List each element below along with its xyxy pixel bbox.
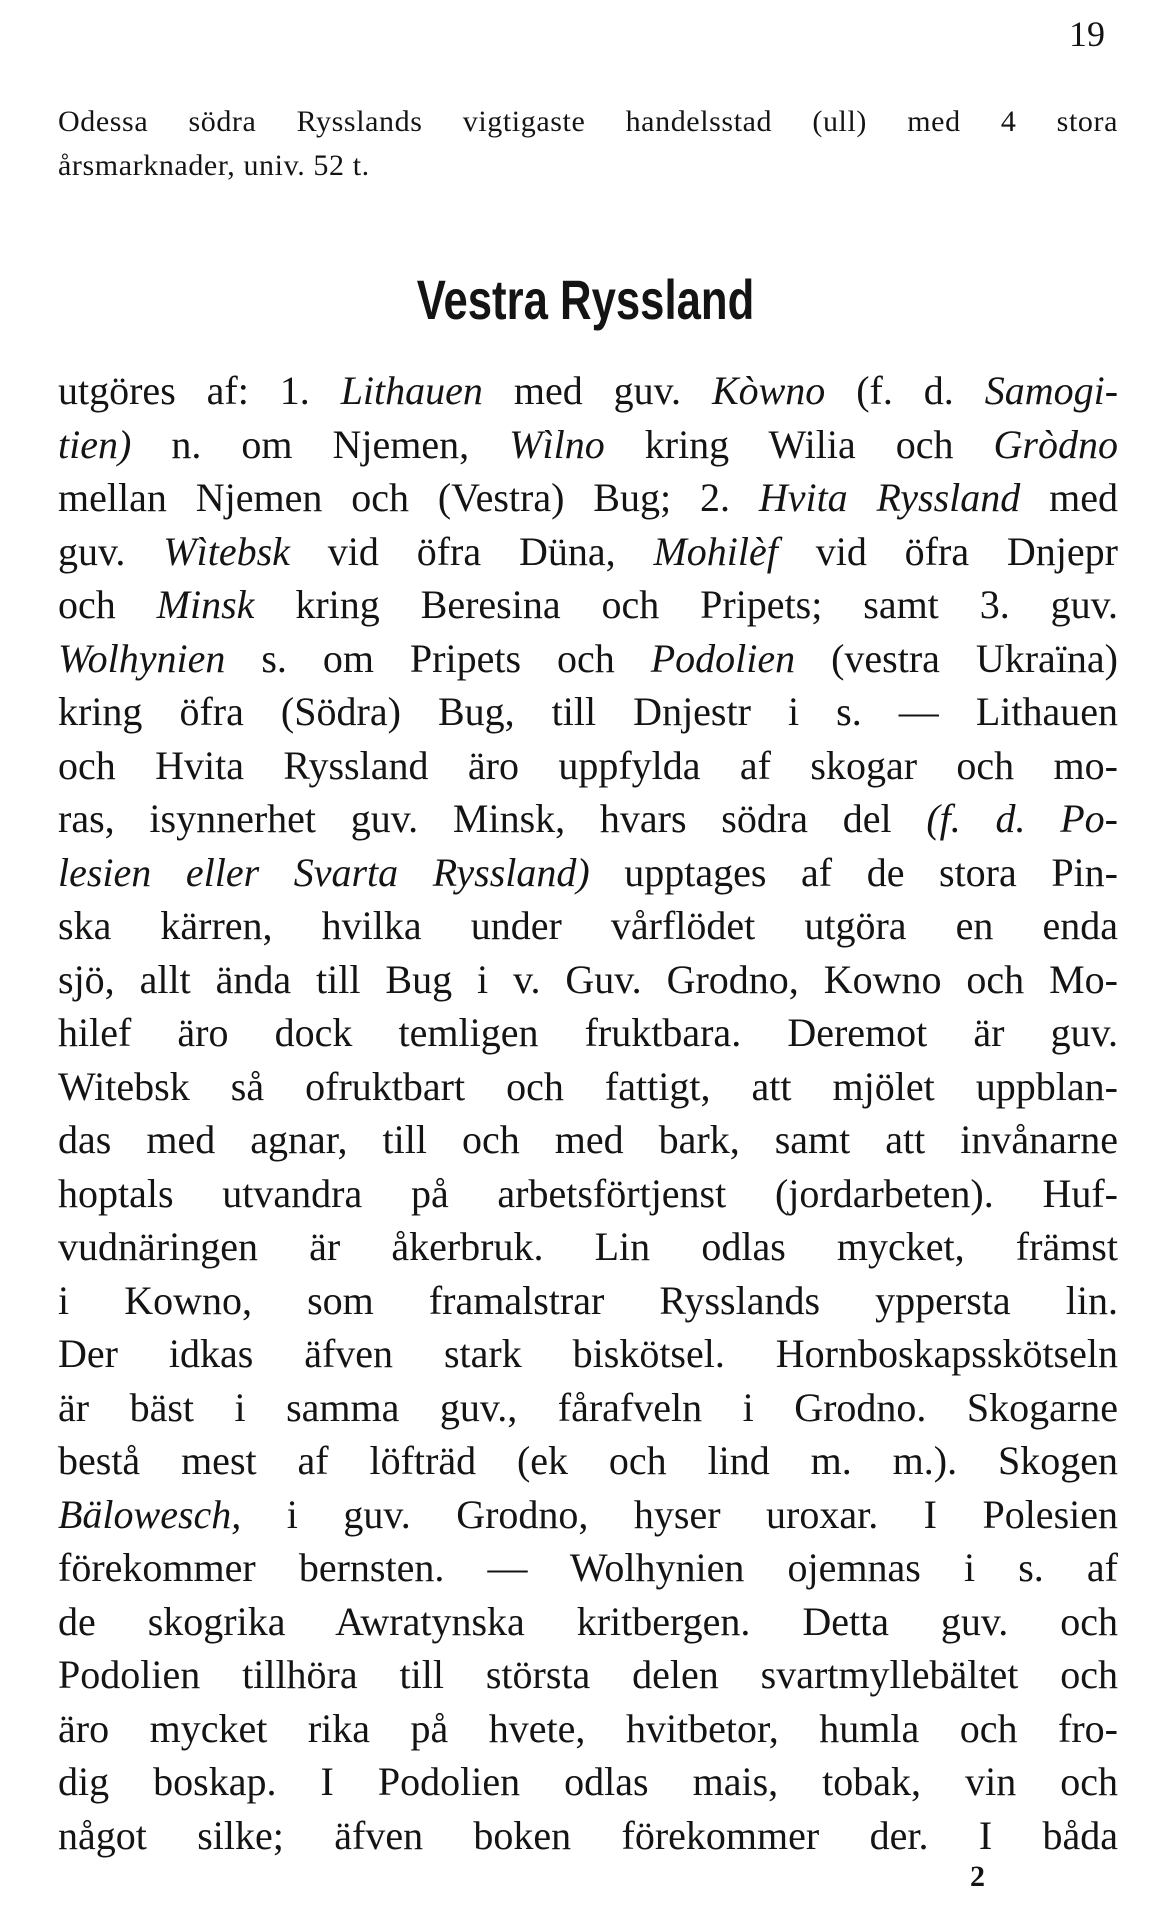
text-line [58, 632, 1118, 686]
text-run: das med agnar, till och med bark, samt att invånarne [58, 1117, 1118, 1162]
text-run: s. om Pripets och [225, 635, 651, 681]
intro-paragraph [58, 100, 1118, 188]
signature-mark: 2 [970, 1860, 985, 1893]
text-line [58, 1060, 1118, 1114]
text-run: kring Beresina och Pripets; samt 3. guv. [254, 582, 1118, 627]
body-paragraph [58, 364, 1118, 1862]
text-run: kring Wilia och [604, 421, 994, 467]
text-run: upptages af de stora Pin- [589, 849, 1118, 895]
text-run: något silke; äfven boken förekommer der. I båda [58, 1812, 1118, 1858]
italic-term: Wìlno [509, 421, 605, 467]
text-run: vudnäringen är åkerbruk. Lin odlas mycket, främst [58, 1224, 1118, 1269]
text-run: mellan Njemen och (Vestra) Bug; 2. [58, 475, 759, 520]
text-run: bestå mest af löfträd (ek och lind m. m.). Skogen [58, 1438, 1118, 1483]
text-line [58, 953, 1118, 1007]
text-run: vid öfra Dnjepr [777, 528, 1118, 574]
text-line [58, 1006, 1118, 1060]
text-run: (f. d. [825, 368, 985, 413]
text-run: förekommer bernsten. — Wolhynien ojemnas i s. af [58, 1545, 1118, 1590]
text-line [58, 846, 1118, 900]
text-run: dig boskap. I Podolien odlas mais, tobak, vin och [58, 1759, 1118, 1804]
italic-term: (f. d. Po- [926, 796, 1118, 841]
text-line [58, 525, 1118, 579]
text-run: ras, isynnerhet guv. Minsk, hvars södra del [58, 796, 927, 841]
text-run: vid öfra Düna, [289, 528, 654, 574]
text-line [58, 1220, 1118, 1274]
intro-line: årsmarknader, univ. 52 t. [58, 149, 370, 182]
text-line [58, 1595, 1118, 1649]
text-line [58, 1755, 1118, 1809]
text-line [58, 1167, 1118, 1221]
italic-term: lesien eller Svarta Ryssland) [58, 849, 590, 895]
text-run: kring öfra (Södra) Bug, till Dnjestr i s. — Lithauen [58, 689, 1118, 734]
text-line [58, 739, 1118, 793]
section-title: Vestra Ryssland [416, 268, 755, 331]
text-line [58, 418, 1118, 472]
text-run: Podolien tillhöra till största delen svartmyllebältet och [58, 1652, 1118, 1697]
italic-term: Wìtebsk [163, 528, 290, 574]
text-run: hilef äro dock temligen fruktbara. Deremot är guv. [58, 1010, 1118, 1055]
text-line [58, 685, 1118, 739]
italic-term: Bälowesch, [58, 1491, 242, 1537]
text-line [58, 1381, 1118, 1435]
italic-term: Minsk [156, 582, 255, 627]
text-line [58, 1327, 1118, 1381]
text-line [58, 899, 1118, 953]
text-line [58, 1434, 1118, 1488]
italic-term: Hvita Ryssland [758, 475, 1021, 520]
text-run: Witebsk så ofruktbart och fattigt, att mjölet uppblan- [58, 1063, 1118, 1109]
text-run: i guv. Grodno, hyser uroxar. I Polesien [241, 1491, 1118, 1537]
text-run: ska kärren, hvilka under vårflödet utgöra en enda [58, 903, 1118, 948]
text-run: n. om Njemen, [131, 421, 510, 467]
text-run: och [58, 582, 157, 627]
text-line [58, 578, 1118, 632]
italic-term: Wolhynien [58, 635, 226, 681]
text-run: utgöres af: 1. [58, 368, 341, 413]
text-run: i Kowno, som framalstrar Rysslands yppersta lin. [58, 1277, 1118, 1323]
italic-term: Gròdno [993, 421, 1118, 467]
page-number: 19 [1069, 14, 1105, 54]
text-run: (vestra Ukraïna) [795, 635, 1119, 681]
text-line [58, 364, 1118, 418]
text-line [58, 1113, 1118, 1167]
italic-term: Mohilèf [653, 528, 778, 574]
text-run: är bäst i samma guv., fårafveln i Grodno. Skogarne [58, 1384, 1118, 1430]
text-run: guv. [58, 528, 164, 574]
text-run: Der idkas äfven stark biskötsel. Hornboskapsskötseln [58, 1331, 1118, 1376]
italic-term: Samogi- [984, 368, 1119, 413]
text-run: och Hvita Ryssland äro uppfylda af skogar och mo- [58, 742, 1118, 788]
text-line [58, 792, 1118, 846]
text-line [58, 1541, 1118, 1595]
italic-term: Kòwno [711, 368, 826, 413]
text-line [58, 1274, 1118, 1328]
italic-term: tien) [58, 421, 132, 467]
text-run: hoptals utvandra på arbetsförtjenst (jordarbeten). Huf- [58, 1170, 1118, 1216]
italic-term: Podolien [650, 635, 796, 681]
text-run: med guv. [482, 368, 712, 413]
text-run: med [1020, 475, 1118, 520]
text-line [58, 471, 1118, 525]
text-line [58, 1809, 1118, 1863]
text-line [58, 1488, 1118, 1542]
text-run: äro mycket rika på hvete, hvitbetor, humla och fro- [58, 1705, 1118, 1751]
text-line [58, 1648, 1118, 1702]
intro-line: Odessa södra Rysslands vigtigaste handelsstad (ull) med 4 stora [58, 105, 1118, 138]
text-run: sjö, allt ända till Bug i v. Guv. Grodno, Kowno och Mo- [58, 956, 1118, 1002]
italic-term: Lithauen [340, 368, 483, 413]
text-line [58, 1702, 1118, 1756]
text-run: de skogrika Awratynska kritbergen. Detta guv. och [58, 1598, 1118, 1644]
